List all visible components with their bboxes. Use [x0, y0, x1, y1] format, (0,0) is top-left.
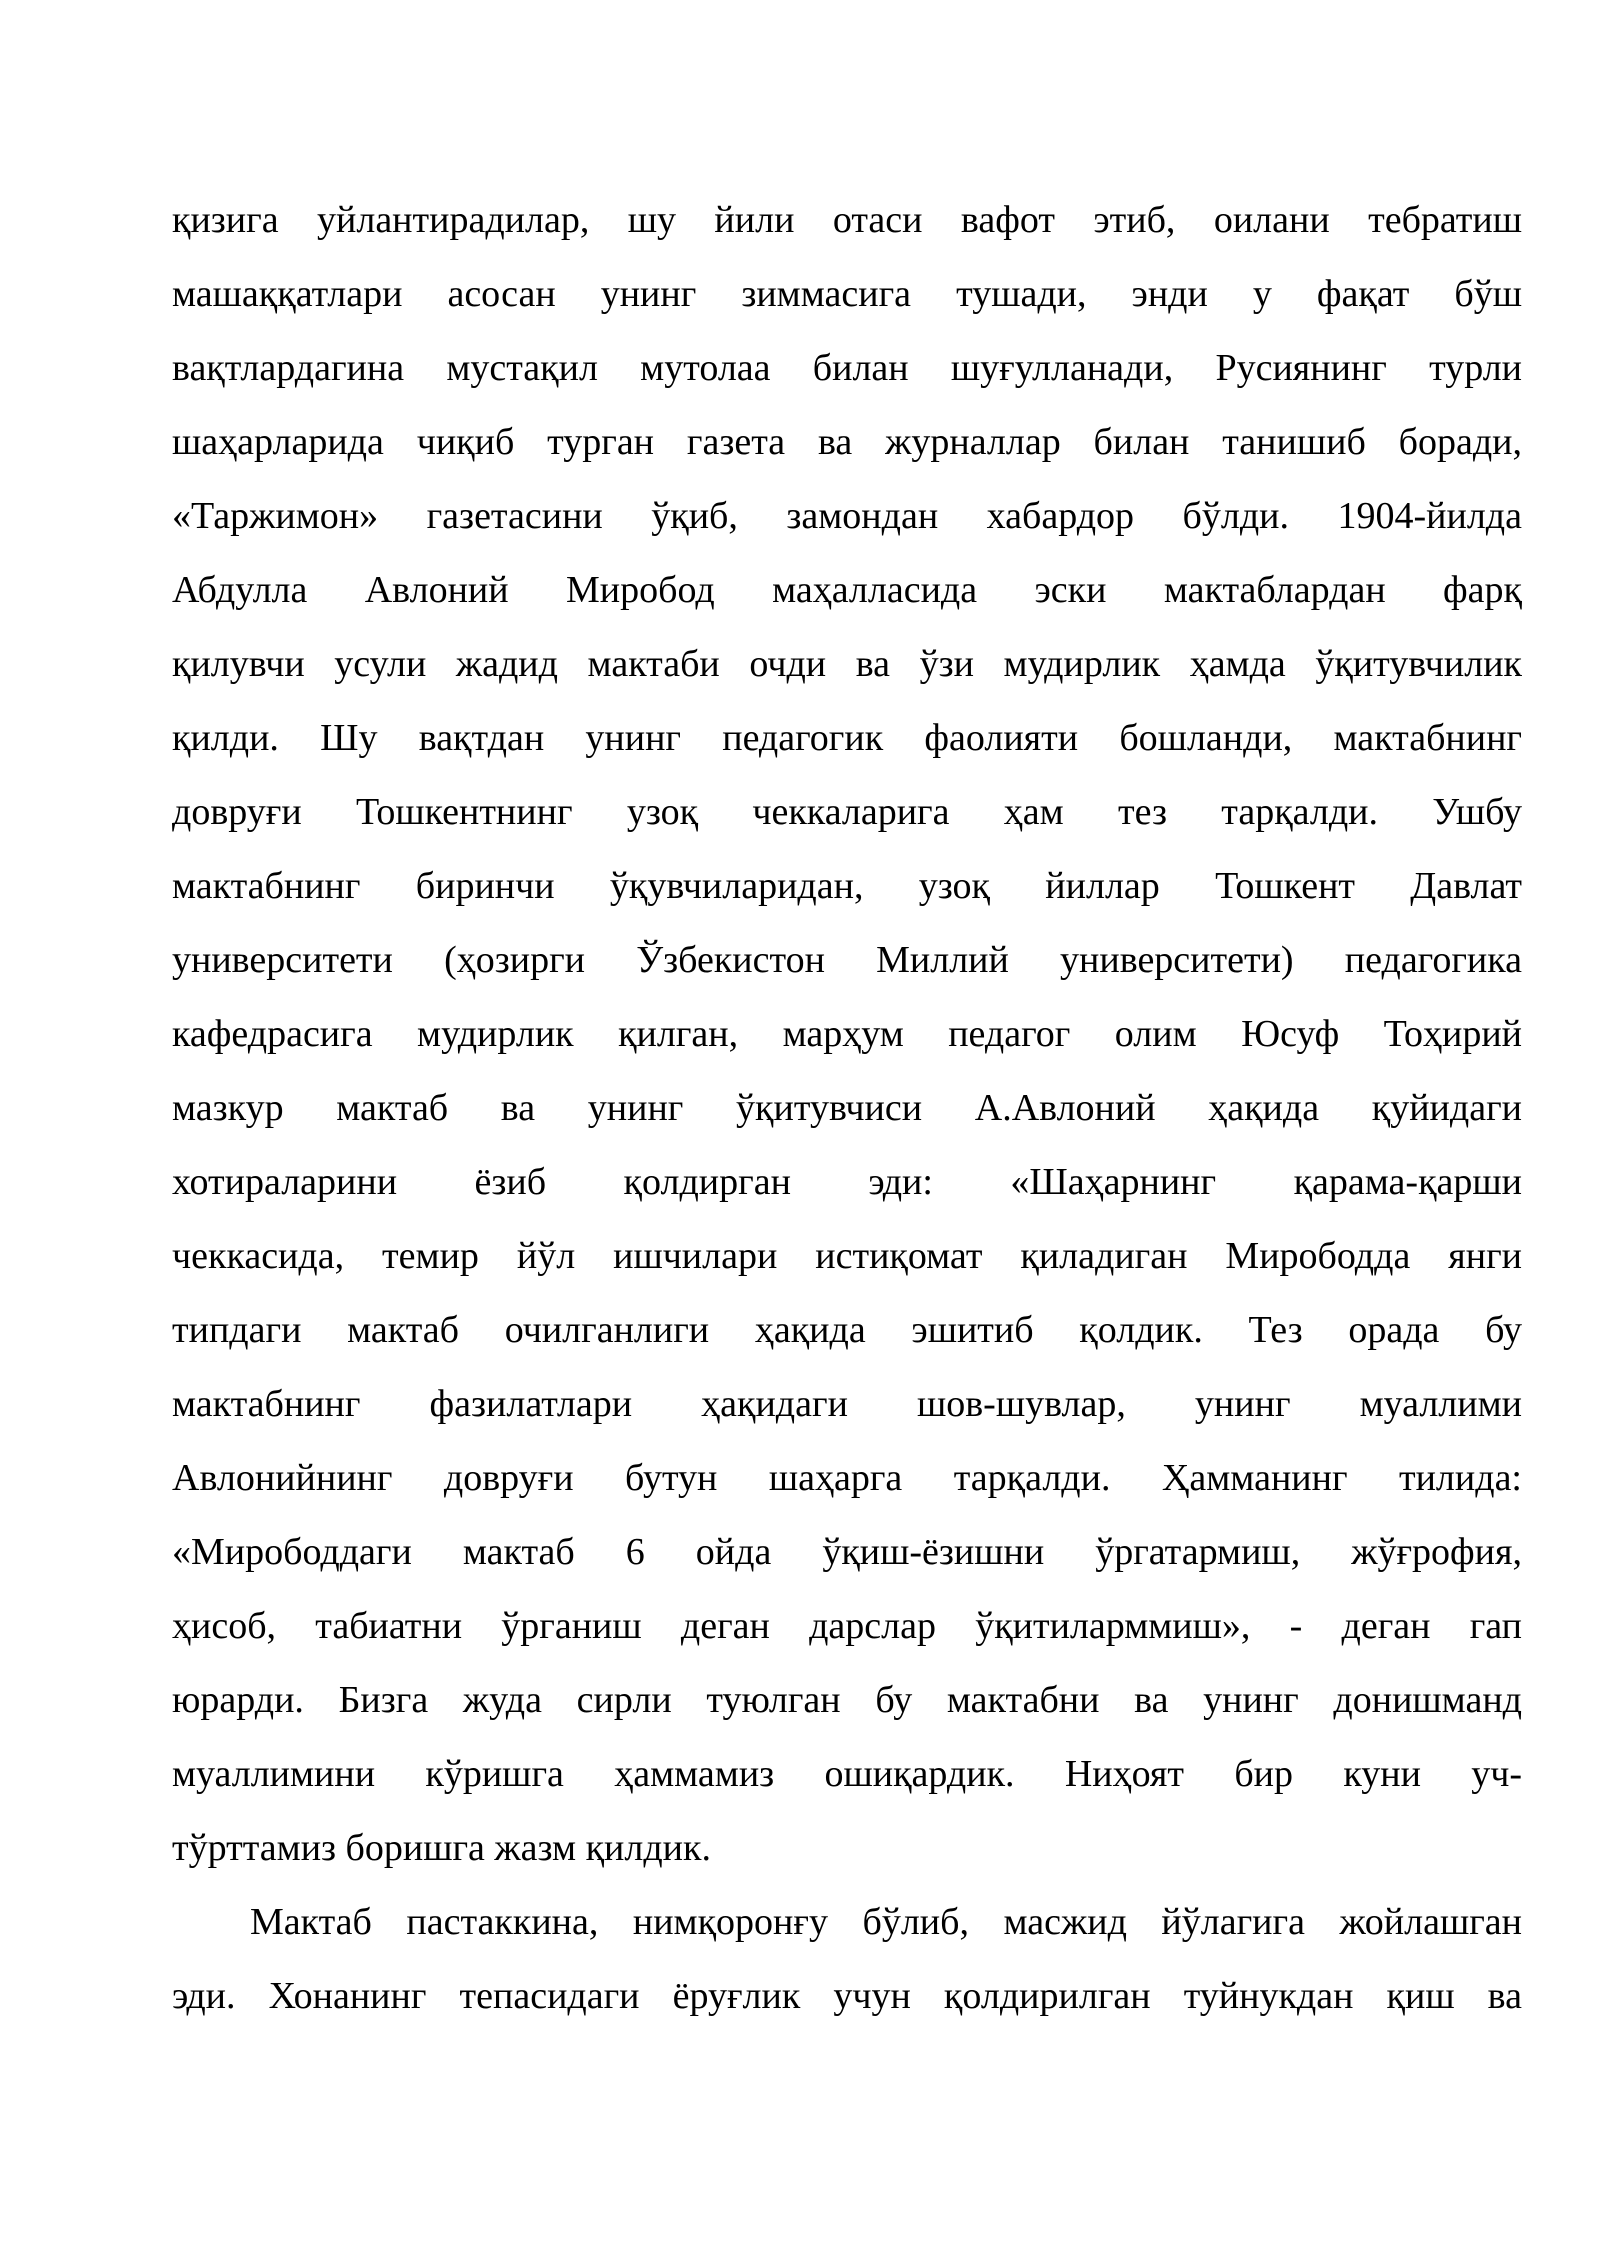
text-line: шаҳарларида чиқиб турган газета ва журналлар билан танишиб боради, [172, 421, 1522, 463]
text-line: «Мирободдаги мактаб 6 ойда ўқиш-ёзишни ўргатармиш, жўғрофия, [172, 1531, 1522, 1573]
text-line: типдаги мактаб очилганлиги ҳақида эшитиб қолдик. Тез орада бу [172, 1309, 1522, 1351]
document-page [172, 183, 1522, 2033]
text-line: мактабнинг фазилатлари ҳақидаги шов-шувлар, унинг муаллими [172, 1383, 1522, 1425]
text-line: мактабнинг биринчи ўқувчиларидан, узоқ йиллар Тошкент Давлат [172, 865, 1522, 907]
text-line: ҳисоб, табиатни ўрганиш деган дарслар ўқитиларммиш», - деган гап [172, 1605, 1522, 1647]
text-line: чеккасида, темир йўл ишчилари истиқомат қиладиган Мирободда янги [172, 1235, 1522, 1277]
text-line: Авлонийнинг довруғи бутун шаҳарга тарқалди. Ҳамманинг тилида: [172, 1457, 1522, 1499]
text-line: мазкур мактаб ва унинг ўқитувчиси А.Авлоний ҳақида қуйидаги [172, 1087, 1522, 1129]
text-line: юрарди. Бизга жуда сирли туюлган бу мактабни ва унинг донишманд [172, 1679, 1522, 1721]
paragraph-1 [172, 183, 1522, 1885]
text-line: вақтлардагина мустақил мутолаа билан шуғулланади, Русиянинг турли [172, 347, 1522, 389]
paragraph-2 [172, 1885, 1522, 2033]
text-line: қизига уйлантирадилар, шу йили отаси вафот этиб, оилани тебратиш [172, 199, 1522, 241]
text-line: машаққатлари асосан унинг зиммасига тушади, энди у фақат бўш [172, 273, 1522, 315]
text-line: эди. Хонанинг тепасидаги ёруғлик учун қолдирилган туйнукдан қиш ва [172, 1975, 1522, 2017]
text-line: университети (ҳозирги Ўзбекистон Миллий университети) педагогика [172, 939, 1522, 981]
text-line: кафедрасига мудирлик қилган, марҳум педагог олим Юсуф Тоҳирий [172, 1013, 1522, 1055]
text-line: қилувчи усули жадид мактаби очди ва ўзи мудирлик ҳамда ўқитувчилик [172, 643, 1522, 685]
text-line: Абдулла Авлоний Миробод маҳалласида эски мактаблардан фарқ [172, 569, 1522, 611]
text-line: довруғи Тошкентнинг узоқ чеккаларига ҳам тез тарқалди. Ушбу [172, 791, 1522, 833]
text-line: тўрттамиз боришга жазм қилдик. [172, 1827, 711, 1869]
text-line: хотираларини ёзиб қолдирган эди: «Шаҳарнинг қарама-қарши [172, 1161, 1522, 1203]
text-line: «Таржимон» газетасини ўқиб, замондан хабардор бўлди. 1904-йилда [172, 495, 1522, 537]
text-line: муаллимини кўришга ҳаммамиз ошиқардик. Ниҳоят бир куни уч- [172, 1753, 1522, 1795]
text-line: Мактаб пастаккина, нимқоронғу бўлиб, масжид йўлагига жойлашган [250, 1901, 1522, 1943]
text-line: қилди. Шу вақтдан унинг педагогик фаолияти бошланди, мактабнинг [172, 717, 1522, 759]
